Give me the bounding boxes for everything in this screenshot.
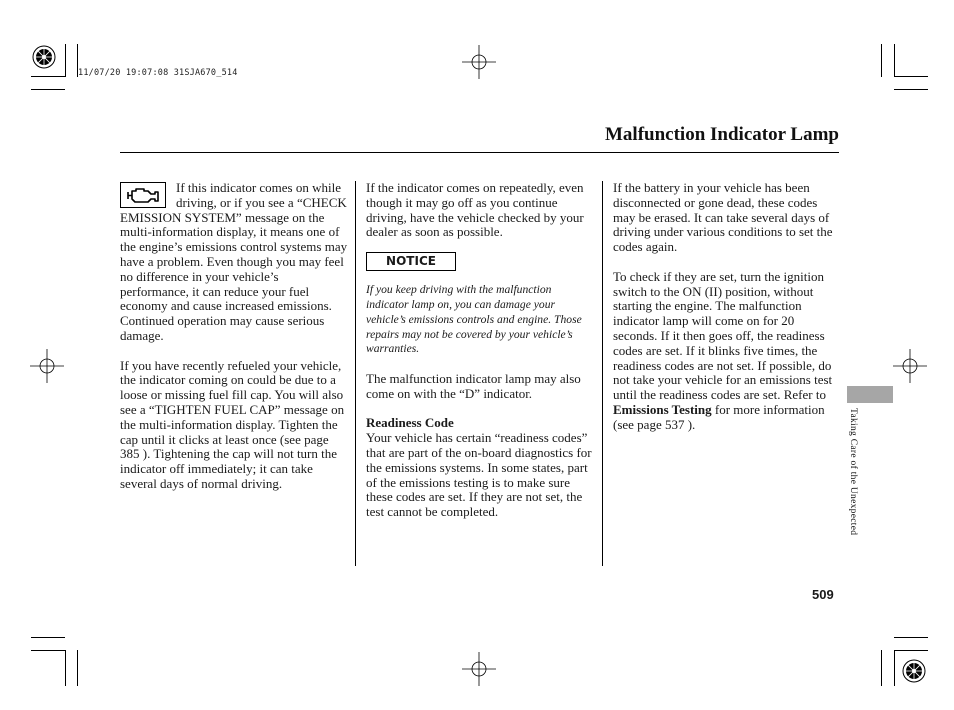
title-rule [120,152,839,153]
crop-mark [894,44,895,77]
paragraph: If you have recently refueled your vehicle, the indicator coming on could be due to a loose or missing fuel fill cap. You will also see a “TIGHTEN FUEL CAP” message on the multi-information display. Tighten the cap until it clicks at least once (see page 385 ). Tightening the cap will not turn the indicator off immediately; it can take several days of normal driving. [120,357,345,491]
paragraph: If the indicator comes on repeatedly, even though it may go off as you continue driving, have the vehicle checked by your dealer as soon as possible. [366,180,584,240]
crop-mark [894,89,928,90]
registration-crosshair-icon [462,652,496,686]
paragraph: The malfunction indicator lamp may also come on with the “D” indicator. [366,370,581,401]
crop-mark [881,44,882,77]
paragraph-text: for more information (see page 537 ). [613,401,825,432]
crop-mark [31,650,65,651]
paragraph: If this indicator comes on while driving, or if you see a “CHECK EMISSION SYSTEM” message on the multi-information display, it means one of the engine’s emissions control systems may have a problem. Even though you may feel no difference in your vehicle’s performance, it can reduce your fuel economy and cause increased emissions. Continued operation may cause serious damage. [120,180,348,343]
registration-starburst-icon [902,659,926,683]
column-divider [355,181,356,566]
registration-crosshair-icon [893,349,927,383]
crop-mark [894,650,928,651]
registration-crosshair-icon [30,349,64,383]
crop-mark [31,89,65,90]
notice-text: If you keep driving with the malfunction indicator lamp on, you can damage your vehicle’s emissions controls and engine. Those repairs may not be covered by your vehicle’s warranties. [366,283,582,356]
paragraph-text: To check if they are set, turn the ignition switch to the ON (II) position, without starting the engine. The malfunction indicator lamp will come on for 20 seconds. If it then goes off, the readiness codes are set. If it blinks five times, the readiness codes are not set. If possible, do not take your vehicle for an emissions test until the readiness codes are set. Refer to [613,268,833,403]
paragraph: If the battery in your vehicle has been disconnected or gone dead, these codes may be erased. It can take several days of driving under various conditions to set the codes again. [613,180,833,255]
page-title: Malfunction Indicator Lamp [604,124,839,145]
check-engine-icon [120,182,166,208]
section-tab [847,386,893,403]
crop-mark [894,637,928,638]
print-stamp: 11/07/20 19:07:08 31SJA670_514 [78,68,238,78]
paragraph: Your vehicle has certain “readiness codes” that are part of the on-board diagnostics for the emissions systems. In some states, part of the emissions testing is to make sure these codes are set. If they are not set, the test cannot be completed. [366,430,592,520]
crop-mark [881,650,882,686]
column-divider [602,181,603,566]
column-1 [120,181,348,492]
registration-crosshair-icon [462,45,496,79]
column-3 [613,181,841,433]
page-number: 509 [812,587,834,602]
notice-label: NOTICE [366,252,456,271]
crop-mark [894,650,895,686]
subheading: Readiness Code [366,415,454,431]
registration-starburst-icon [32,45,56,69]
crop-mark [65,44,66,77]
crop-mark [894,76,928,77]
crop-mark [31,76,65,77]
section-label: Taking Care of the Unexpected [848,408,858,536]
cross-reference-link[interactable]: Emissions Testing [613,401,712,417]
crop-mark [77,650,78,686]
paragraph [613,270,841,433]
crop-mark [65,650,66,686]
column-2 [366,181,596,520]
crop-mark [31,637,65,638]
